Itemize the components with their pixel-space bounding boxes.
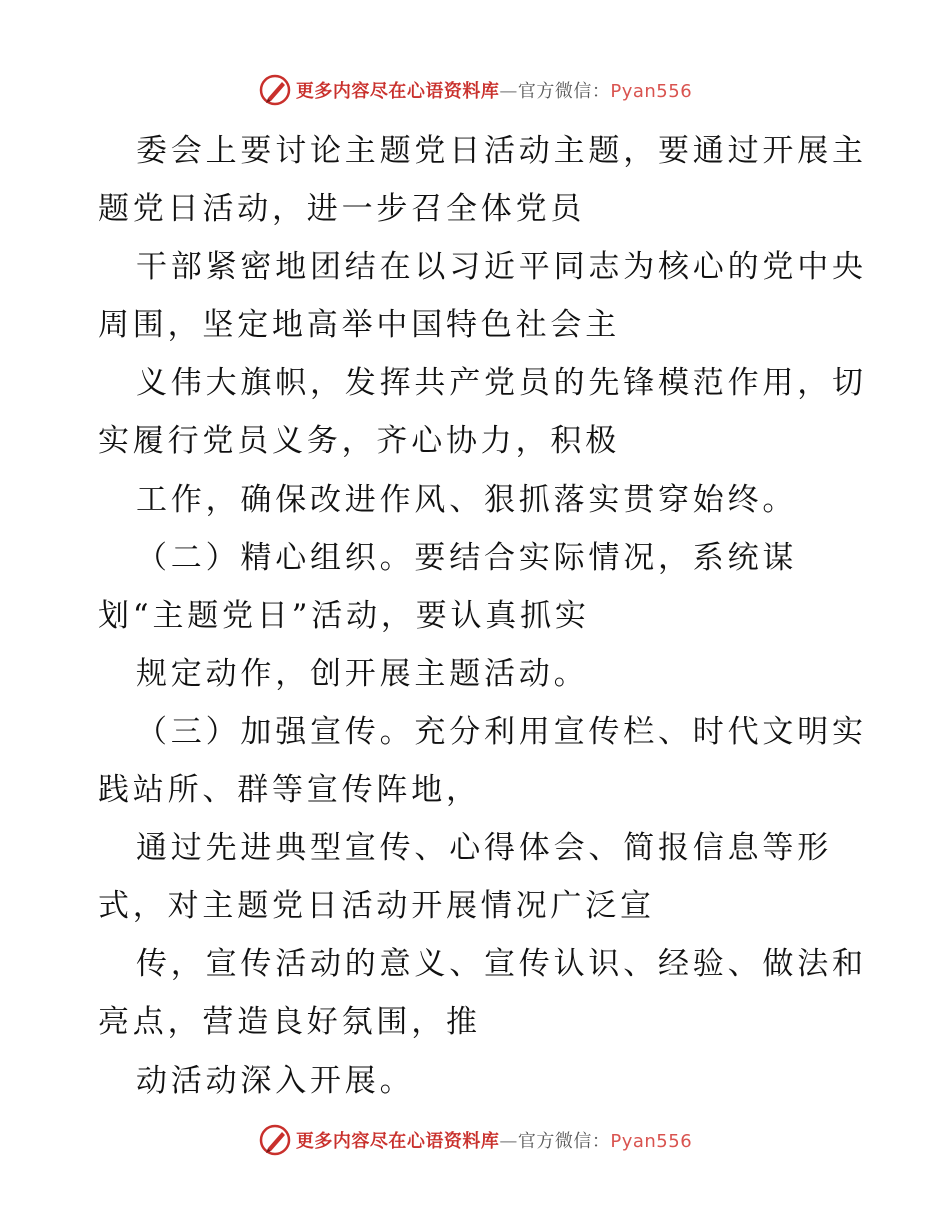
pen-circle-logo-icon	[258, 1123, 292, 1157]
header-banner	[0, 70, 950, 110]
pen-circle-logo-icon	[258, 73, 292, 107]
body-line-2: 题党日活动，进一步召全体党员	[98, 191, 586, 228]
body-line-4: 周围，坚定地高举中国特色社会主	[98, 307, 620, 344]
footer-text	[296, 1127, 692, 1153]
document-body	[98, 122, 868, 1110]
body-line-17: 动活动深入开展。	[136, 1062, 415, 1099]
footer-wechat-label: 官方微信：	[517, 1131, 611, 1152]
header-brand-text: 更多内容尽在心语资料库	[295, 81, 500, 102]
body-line-5: 义伟大旗帜，发挥共产党员的先锋模范作用，切	[136, 365, 867, 402]
header-text	[296, 77, 692, 103]
footer-separator: —	[499, 1131, 518, 1152]
body-line-16: 亮点，营造良好氛围，推	[98, 1004, 481, 1041]
footer-wechat-id: Pyan556	[610, 1131, 693, 1152]
body-line-7: 工作，确保改进作风、狠抓落实贯穿始终。	[136, 481, 798, 518]
footer-brand-text: 更多内容尽在心语资料库	[295, 1131, 500, 1152]
header-separator: —	[499, 81, 518, 102]
body-line-6: 实履行党员义务，齐心协力，积极	[98, 423, 620, 460]
body-line-3: 干部紧密地团结在以习近平同志为核心的党中央	[136, 249, 867, 286]
body-line-11: （三）加强宣传。充分利用宣传栏、时代文明实	[136, 713, 867, 750]
body-line-13: 通过先进典型宣传、心得体会、简报信息等形	[136, 830, 832, 867]
body-line-12: 践站所、群等宣传阵地，	[98, 772, 481, 809]
body-line-1: 委会上要讨论主题党日活动主题，要通过开展主	[136, 133, 867, 169]
body-line-10: 规定动作，创开展主题活动。	[136, 655, 589, 692]
body-line-8: （二）精心组织。要结合实际情况，系统谋	[136, 539, 798, 576]
body-line-9: 划“主题党日”活动，要认真抓实	[98, 597, 590, 634]
footer-banner	[0, 1120, 950, 1160]
header-wechat-id: Pyan556	[610, 81, 693, 102]
header-wechat-label: 官方微信：	[517, 81, 611, 102]
body-line-14: 式，对主题党日活动开展情况广泛宣	[98, 888, 655, 925]
body-line-15: 传，宣传活动的意义、宣传认识、经验、做法和	[136, 946, 867, 983]
